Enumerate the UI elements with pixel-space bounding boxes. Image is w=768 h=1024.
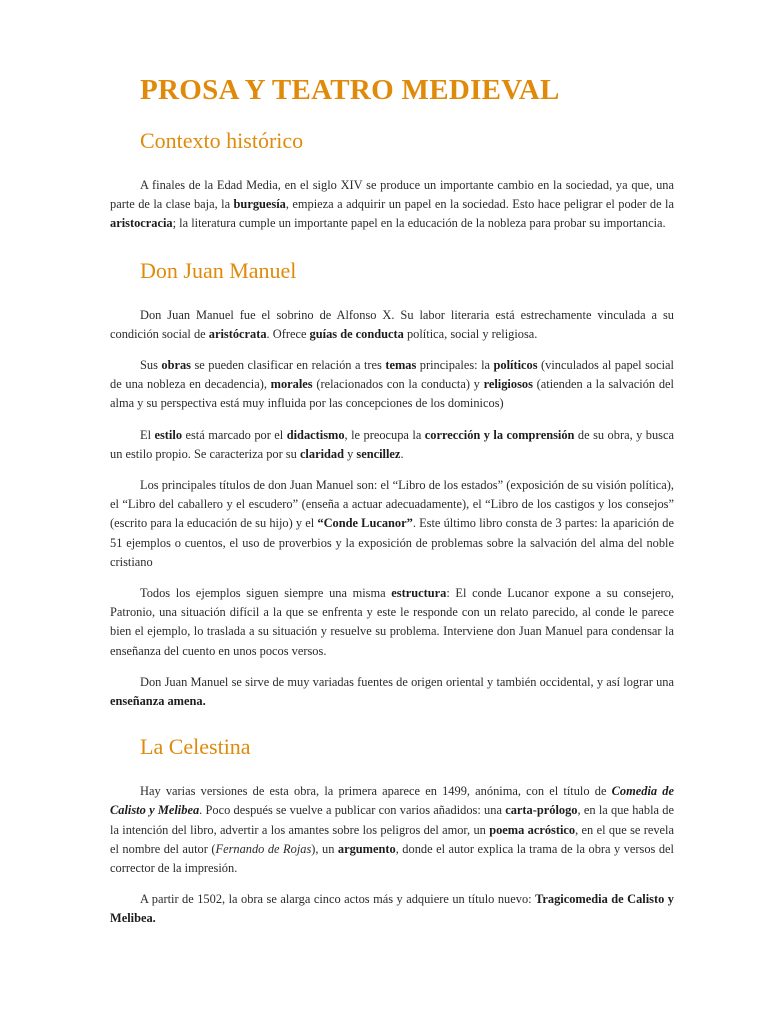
text-run: , en la que habla de la intención del libro, advertir a los amantes sobre los peligros del amor, un [110, 803, 674, 837]
text-run: Hay varias versiones de esta obra, la primera aparece en 1499, anónima, con el título de [140, 784, 612, 799]
bold-text: didactismo [286, 427, 345, 442]
section-heading-contexto: Contexto histórico [140, 128, 304, 153]
text-run: El [140, 427, 155, 442]
text-run: Los principales títulos de don Juan Manuel son: el “Libro de los estados” (exposición de su visión política), el “Libro del caballero y el escudero” (enseña a actuar adecuadamente), el “Libro de los castigos y los consejos” (escrito para la educación de su hijo) y el [110, 478, 674, 531]
text-run: ; la literatura cumple un importante papel en la educación de la nobleza para probar su importancia. [172, 216, 666, 231]
text-run: está marcado por el [182, 427, 287, 442]
paragraph [110, 782, 674, 878]
bold-text: morales [270, 377, 313, 392]
text-run: Sus [140, 358, 162, 373]
bold-text: carta-prólogo [505, 803, 578, 818]
bold-text: estilo [154, 427, 183, 442]
section-heading-la-celestina: La Celestina [140, 734, 251, 760]
text-run: A finales de la Edad Media, en el siglo XIV se produce un importante cambio en la sociedad, ya que, una parte de la clase baja, la [110, 178, 674, 212]
bold-text: argumento [337, 841, 396, 856]
text-run: (atienden a la salvación del alma y su perspectiva está muy influida por las concepciones de los dominicos) [110, 377, 674, 411]
text-run: principales: la [416, 358, 494, 373]
text-run: Don Juan Manuel fue el sobrino de Alfonso X. Su labor literaria está estrechamente vinculada a su condición social de [110, 307, 674, 341]
bold-text: enseñanza amena. [110, 694, 206, 709]
bold-text: claridad [299, 446, 344, 461]
text-run: , empieza a adquirir un papel en la sociedad. Esto hace peligrar el poder de la [285, 197, 674, 212]
text-run: . Ofrece [266, 326, 310, 341]
text-run: . Este último libro consta de 3 partes: la aparición de 51 ejemplos o cuentos, el uso de proverbios y la exposición de problemas sobre la salvación del alma del noble cristiano [110, 516, 674, 569]
text-run: : El conde Lucanor expone a su consejero, Patronio, una situación difícil a la que se enfrenta y este le responde con un relato parecido, al conde le parece bien el ejemplo, lo traslada a su situación y resuelve su problema. Interviene don Juan Manuel para condensar la enseñanza del cuento en unos pocos versos. [110, 586, 674, 658]
bold-text: “Conde Lucanor” [317, 516, 413, 531]
text-run: (relacionados con la conducta) y [312, 377, 484, 392]
text-run: , en el que se revela el nombre del autor ( [110, 822, 674, 856]
bold-text: políticos [493, 358, 538, 373]
paragraph [110, 306, 674, 344]
text-run: (vinculados al papel social de una nobleza en decadencia), [110, 358, 674, 392]
document-content [110, 74, 674, 929]
section-heading-don-juan-manuel: Don Juan Manuel [140, 257, 297, 283]
paragraph [110, 584, 674, 661]
section-body-la-celestina [110, 782, 674, 928]
text-run: y [344, 446, 357, 461]
text-run: política, social y religiosa. [403, 326, 538, 341]
bold-text: guías de conducta [309, 326, 404, 341]
text-run: A partir de 1502, la obra se alarga cinco actos más y adquiere un título nuevo: [140, 892, 536, 907]
bold-text: religiosos [483, 377, 533, 392]
paragraph [110, 476, 674, 572]
italic-text: Fernando de Rojas [215, 841, 312, 856]
bold-text: corrección y la comprensión [424, 427, 575, 442]
text-run: de su obra, y busca un estilo propio. Se caracteriza por su [110, 427, 675, 461]
text-run: Don Juan Manuel se sirve de muy variadas fuentes de origen oriental y también occidental, y así lograr una [140, 674, 674, 689]
text-run: ), un [311, 841, 338, 856]
section-body-don-juan-manuel [110, 306, 674, 712]
bold-text: poema acróstico [489, 822, 576, 837]
text-run: , le preocupa la [344, 427, 425, 442]
section-body-contexto [110, 176, 674, 234]
paragraph [110, 176, 674, 234]
page-title: PROSA Y TEATRO MEDIEVAL [140, 74, 560, 106]
italic-text: Comedia de Calisto y Melibea [110, 784, 674, 818]
text-run: , donde el autor explica la trama de la obra y versos del corrector de la impresión. [110, 841, 675, 876]
bold-text: temas [385, 358, 417, 373]
bold-text: burguesía [233, 197, 286, 212]
bold-text: aristócrata [208, 326, 267, 341]
text-run: . Poco después se vuelve a publicar con varios añadidos: una [199, 803, 506, 818]
paragraph [110, 890, 674, 928]
bold-text: obras [161, 358, 191, 373]
text-run: Todos los ejemplos siguen siempre una misma [140, 586, 392, 601]
bold-text: sencillez [356, 446, 401, 461]
bold-text: aristocracia [110, 216, 173, 231]
bold-text: estructura [391, 586, 447, 601]
paragraph [110, 426, 674, 464]
paragraph [110, 673, 674, 711]
text-run: se pueden clasificar en relación a tres [191, 358, 386, 373]
paragraph [110, 356, 674, 414]
bold-text: Tragicomedia de Calisto y Melibea. [110, 892, 674, 926]
text-run: . [400, 446, 404, 461]
